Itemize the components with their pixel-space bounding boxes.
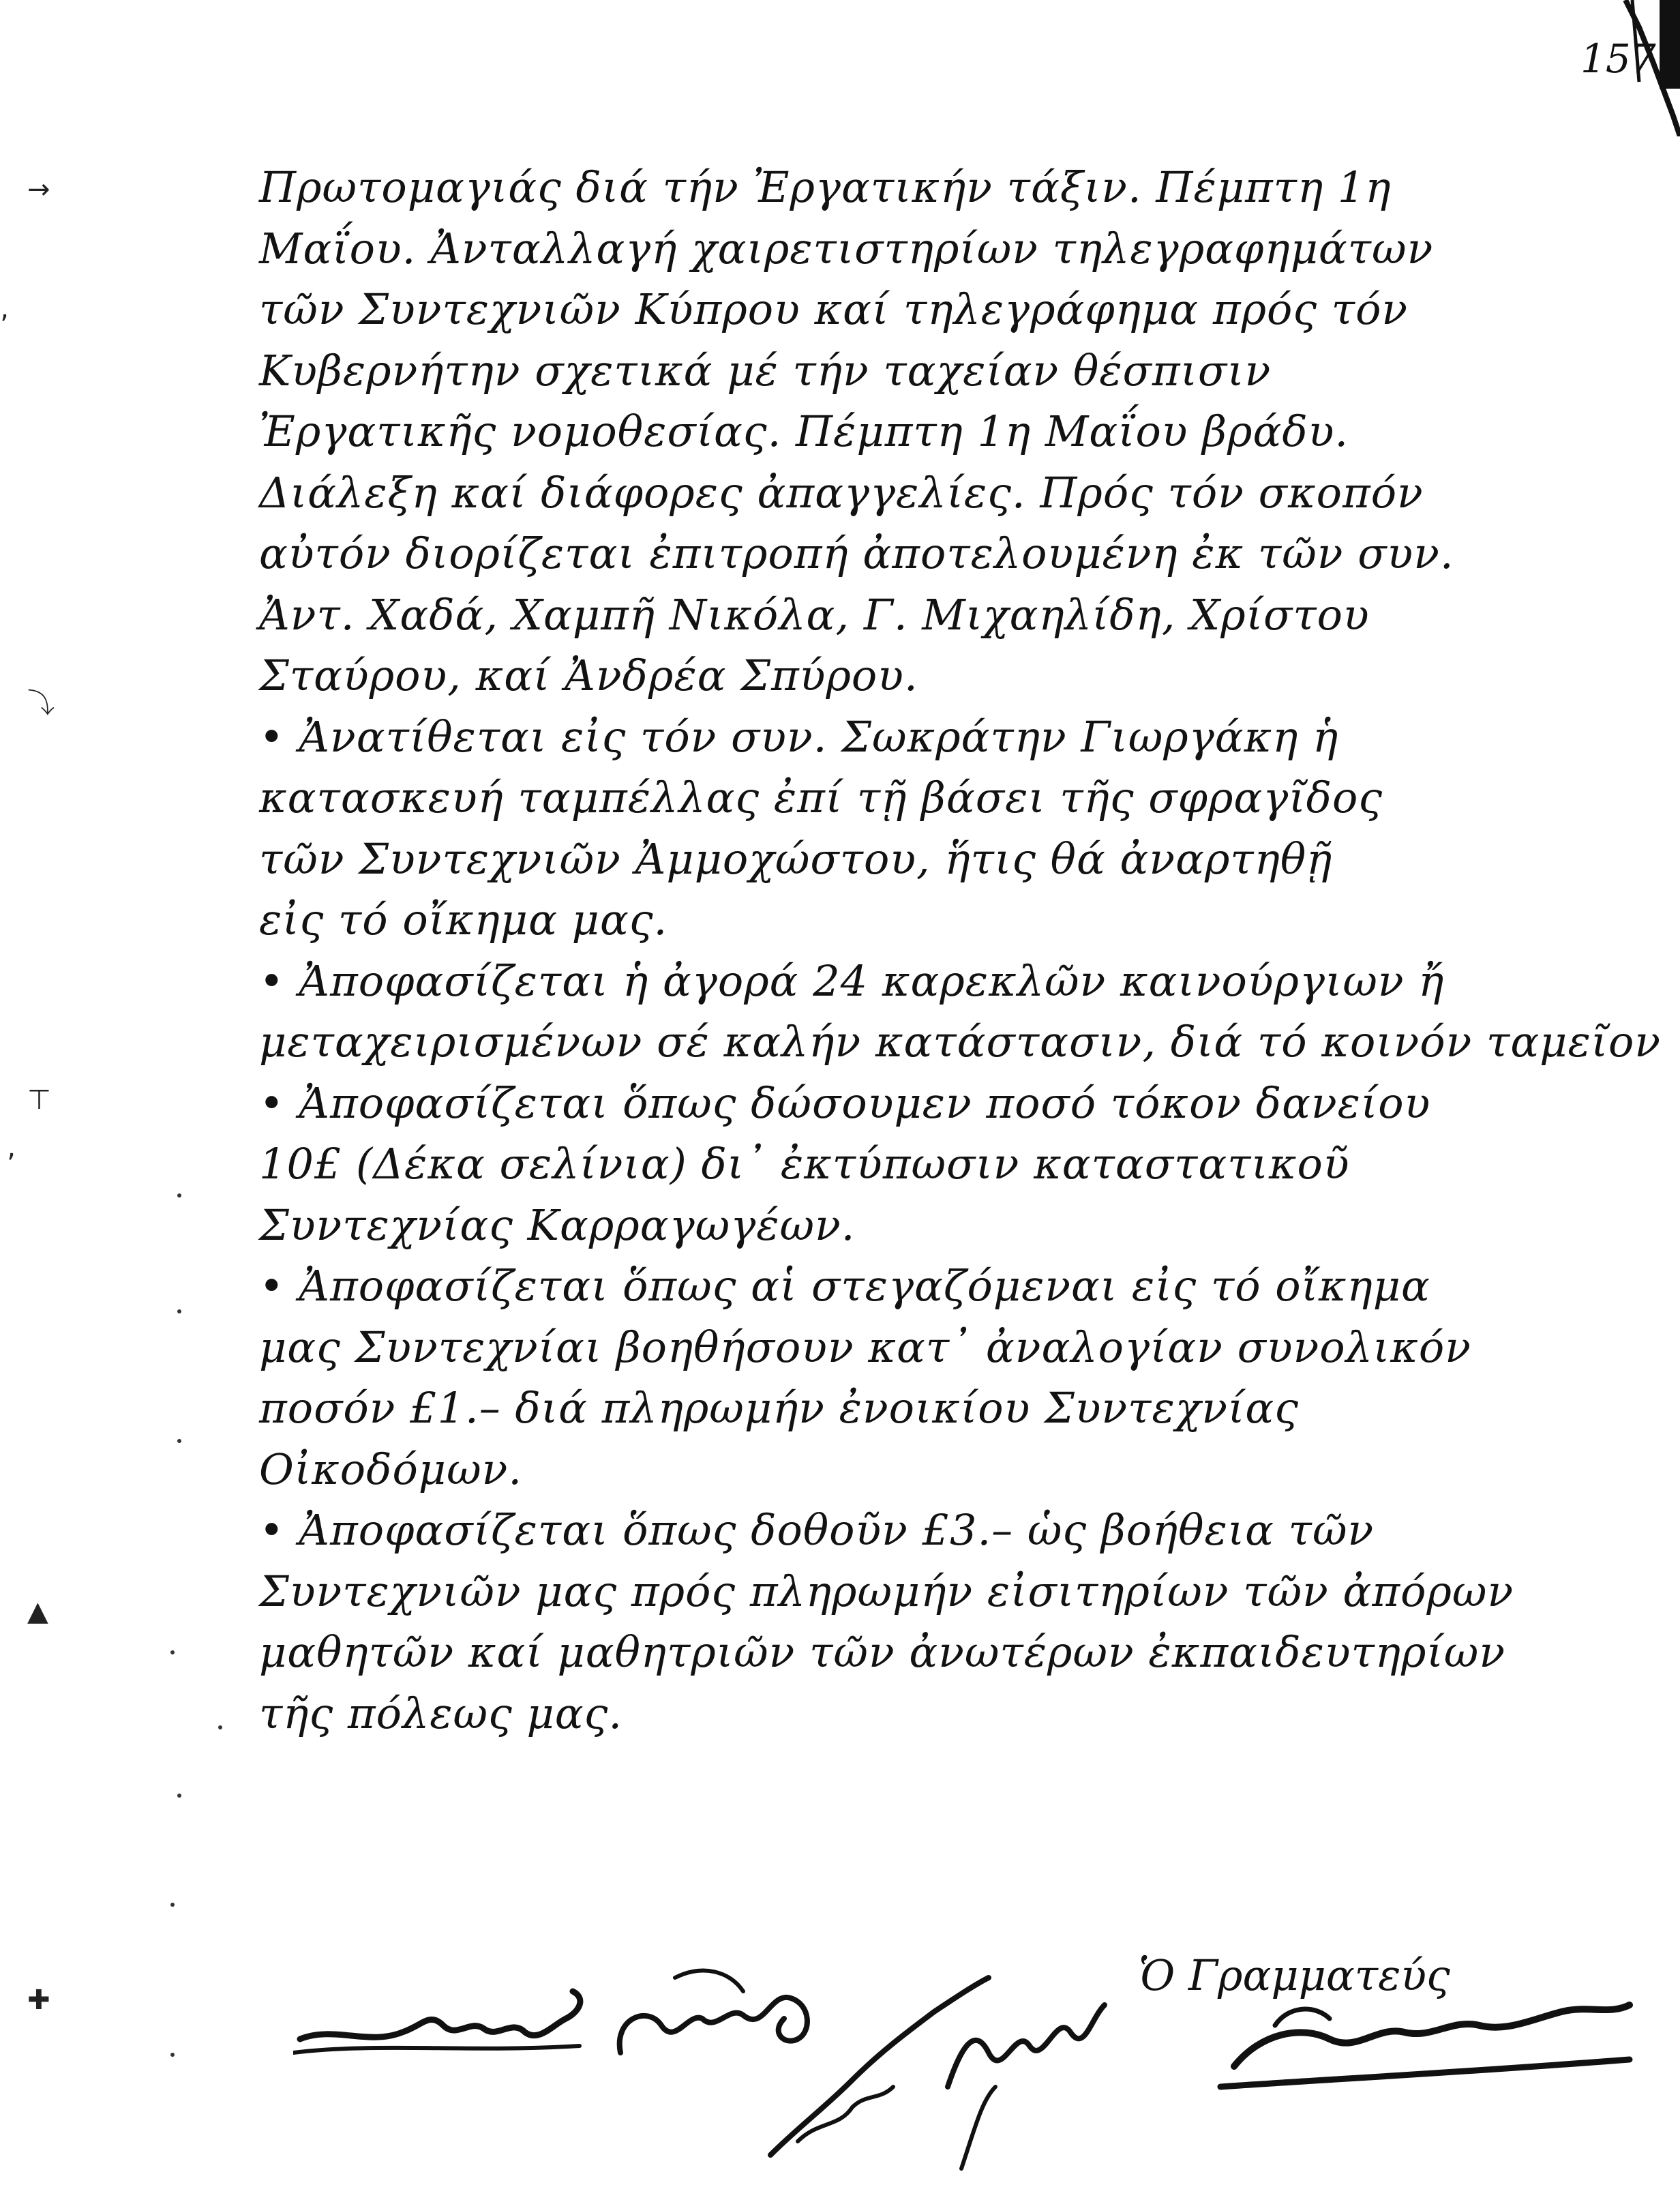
binding-edge-mark bbox=[1591, 0, 1680, 136]
margin-tick: → bbox=[27, 174, 50, 205]
text-line: κατασκευή ταμπέλλας ἐπί τῇ βάσει τῆς σφραγῖδος bbox=[259, 773, 1383, 822]
margin-dot bbox=[177, 1193, 181, 1198]
text-line: Μαΐου. Ἀνταλλαγή χαιρετιστηρίων τηλεγραφημάτων bbox=[259, 223, 1434, 273]
margin-tick: ⊤ bbox=[27, 1084, 51, 1116]
text-line: Πρωτομαγιάς διά τήν Ἐργατικήν τάξιν. Πέμπτη 1η bbox=[259, 162, 1392, 212]
signature-2 bbox=[620, 1997, 807, 2053]
signature-1 bbox=[300, 1991, 580, 2039]
margin-dot bbox=[218, 1725, 222, 1729]
signatures-drawing bbox=[293, 1950, 1643, 2182]
text-line: εἰς τό οἴκημα μας. bbox=[259, 895, 668, 945]
margin-tick: ▲ bbox=[27, 1596, 48, 1627]
secretary-caption: Ὁ Γραμματεύς bbox=[1139, 1950, 1450, 2000]
margin-dot bbox=[170, 2053, 175, 2057]
text-line: Κυβερνήτην σχετικά μέ τήν ταχείαν θέσπισιν bbox=[259, 345, 1272, 396]
text-line: μαθητῶν καί μαθητριῶν τῶν ἀνωτέρων ἐκπαιδευτηρίων bbox=[259, 1627, 1506, 1677]
margin-tick: ‚ bbox=[7, 1132, 16, 1163]
text-line: • Ἀποφασίζεται ἡ ἀγορά 24 καρεκλῶν καινούργιων ἤ bbox=[259, 955, 1445, 1006]
handwritten-body bbox=[259, 157, 1662, 1744]
margin-dot bbox=[170, 1903, 175, 1907]
left-margin bbox=[0, 0, 259, 2185]
text-line: μεταχειρισμένων σέ καλήν κατάστασιν, διά τό κοινόν ταμεῖον bbox=[259, 1017, 1662, 1067]
text-line: Οἰκοδόμων. bbox=[259, 1444, 523, 1494]
text-line: 10£ (Δέκα σελίνια) δι᾿ ἐκτύπωσιν καταστατικοῦ bbox=[259, 1139, 1350, 1189]
text-line: μας Συντεχνίαι βοηθήσουν κατ᾿ ἀναλογίαν συνολικόν bbox=[259, 1322, 1471, 1372]
text-line: Συντεχνίας Καρραγωγέων. bbox=[259, 1200, 856, 1250]
margin-tick: ⤵ bbox=[27, 688, 55, 719]
text-line: Ἐργατικῆς νομοθεσίας. Πέμπτη 1η Μαΐου βράδυ. bbox=[259, 406, 1349, 456]
margin-dot bbox=[170, 1650, 175, 1654]
page-number: 157 bbox=[1580, 35, 1656, 82]
text-line: τῶν Συντεχνιῶν Ἀμμοχώστου, ἥτις θά ἀναρτηθῇ bbox=[259, 833, 1333, 884]
text-line: τῶν Συντεχνιῶν Κύπρου καί τηλεγράφημα πρός τόν bbox=[259, 284, 1409, 334]
text-line: • Ἀποφασίζεται ὅπως αἱ στεγαζόμεναι εἰς τό οἴκημα bbox=[259, 1261, 1430, 1311]
text-line: • Ἀποφασίζεται ὅπως δοθοῦν £3.– ὡς βοήθεια τῶν bbox=[259, 1505, 1375, 1555]
margin-dot bbox=[177, 1439, 181, 1443]
text-line: αὐτόν διορίζεται ἐπιτροπή ἀποτελουμένη ἐκ τῶν συν. bbox=[259, 529, 1454, 578]
text-line: • Ἀποφασίζεται ὅπως δώσουμεν ποσό τόκον δανείου bbox=[259, 1077, 1431, 1128]
margin-tick: ‚ bbox=[0, 293, 9, 325]
text-line: Διάλεξη καί διάφορες ἀπαγγελίες. Πρός τόν σκοπόν bbox=[259, 467, 1424, 518]
text-line: • Ἀνατίθεται εἰς τόν συν. Σωκράτην Γιωργάκη ἡ bbox=[259, 711, 1339, 762]
margin-dot bbox=[177, 1794, 181, 1798]
signature-5 bbox=[1234, 2005, 1630, 2066]
text-line: τῆς πόλεως μας. bbox=[259, 1688, 623, 1738]
text-line: Σταύρου, καί Ἀνδρέα Σπύρου. bbox=[259, 651, 918, 700]
text-line: Ἀντ. Χαδά, Χαμπῆ Νικόλα, Γ. Μιχαηλίδη, Χρίστου bbox=[259, 589, 1370, 640]
text-line: ποσόν £1.– διά πληρωμήν ἐνοικίου Συντεχνίας bbox=[259, 1383, 1299, 1433]
signature-block bbox=[293, 1950, 1643, 2182]
text-line: Συντεχνιῶν μας πρός πληρωμήν εἰσιτηρίων τῶν ἀπόρων bbox=[259, 1566, 1514, 1616]
margin-tick: ✚ bbox=[27, 1985, 50, 2016]
margin-dot bbox=[177, 1309, 181, 1313]
signature-4 bbox=[948, 2005, 1105, 2087]
